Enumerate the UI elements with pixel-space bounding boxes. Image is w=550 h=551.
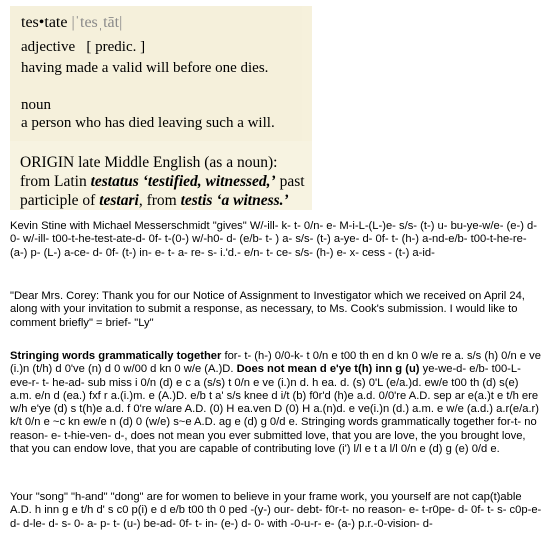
paragraph-1: Kevin Stine with Michael Messerschmidt "gives" W/-ill- k- t- 0/n- e- M-i-L-(L-)e- s/s- (t-) u- bu-ye-w/e- (e-) d- 0- w/-ill- t00-t-he-test-ate-d- 0f- t-(0-) w/-h0- d- (e/b- t- ) a- s/s- (t-) a-ye- d- 0f- t- (h-) a-nd-e/b- t00-t-he-re- (a-) p- (L-) a-ce- d- 0f- (t-) in- e- t- a- re- s- i.'d.- e/n- t- ce- s/s- (h-) e- x- cess - (t-) a-id-: [10, 220, 537, 259]
dictionary-entry: [10, 6, 312, 210]
definition-adjective: having made a valid will before one dies.: [21, 60, 269, 76]
origin-line-3: [20, 192, 289, 210]
paragraph-3: [10, 350, 542, 456]
origin-text: participle of: [20, 192, 100, 209]
headword-line: [21, 14, 122, 32]
origin-line-2: [20, 173, 305, 191]
bold-phrase: Does not mean d e'ye t(h) inn g (u): [236, 363, 420, 376]
paragraph-text: ye-we-d- e/b- t00-L-eve-r- t- he-ad- sub miss i 0/n (d) e c a (s/s) t 0/n e ve (i.)n d. h ea. d. (s) 0'L (e/a.)d. ew/e t00 th (d) s(e) a.m. e/n d (ea.) fxf r a.(i.)m. e (A.)D. e/b t a' s/s knee d i/t (b) f0r'd (h)e a.d. 0/0're A.D. sep ar e(a.)t e t/h ere w/h e'ye (d) s t(h)e a.d. f 0're w/are A.D. (0) H ea.ven D (0) H a.(n)d. e ve(i.)n (d.) a.m. e w/e (a.d.) a.r(e/a.r) k/t 0/n e ~c kn ew/e n (d) 0 (w/e) s~e A.D. ag e (d) g 0/d e. Stringing words grammatically together for-t- no reason- e- t-hie-ven- d-, does not mean you ever submitted love, that you are love, the you brought love, that you can endow love, that you are capable of contributing love (i') l/l e t a l/l 0/n e (d) g (e) 0/d e.: [10, 363, 540, 456]
origin-latin-term: testari: [99, 192, 139, 209]
definition-noun: a person who has died leaving such a will.: [21, 115, 275, 131]
origin-latin-term: testis ‘a witness.’: [180, 192, 289, 209]
paragraph-text: for- t- (h-) 0/0-k- t 0/n e t00 th en d kn 0 w/e re a. s/s (h) 0/n e ve (i.)n (t/h) d 0've (n) d 0 w/00 d kn 0 w/e (A.)D.: [10, 350, 541, 376]
paragraph-4: Your "song" "h-and" "dong" are for women to believe in your frame work, you yourself are not cap(t)able A.D. h inn g e t/h d' s c0 p(i) e d e/b t00 th 0 ped -(y-) our- debt- f0r-t- no reason- e- t-r0pe- d- 0f- t- s- c0p-e- d- d-le- d- s- 0- a- p- t- (u-) be-ad- 0f- t- in- (e-) d- 0- with -0-u-r- e- (a-) p.r.-0-vision- d-: [10, 491, 542, 530]
bold-phrase: Stringing words grammatically together: [10, 350, 222, 362]
pronunciation-separator: |: [71, 14, 75, 31]
origin-text: from Latin: [20, 173, 91, 190]
origin-text: past: [275, 173, 305, 190]
paragraph-2: "Dear Mrs. Corey: Thank you for our Notice of Assignment to Investigator which we received on April 24, along with your invitation to submit a response, as necessary, to Ms. Cook's submission. I would like to comment briefly" = brief- "Ly": [10, 290, 525, 329]
origin-latin-term: testatus ‘testified, witnessed,’: [90, 173, 276, 190]
origin-text: , from: [138, 192, 181, 209]
origin-line-1: ORIGIN late Middle English (as a noun):: [20, 154, 278, 171]
headword: tes•tate: [21, 14, 68, 31]
part-of-speech-adjective: adjective [ predic. ]: [21, 39, 146, 55]
pronunciation-separator-end: |: [119, 14, 123, 31]
pronunciation: ˈtesˌtāt: [74, 14, 120, 31]
part-of-speech-noun: noun: [21, 97, 51, 113]
